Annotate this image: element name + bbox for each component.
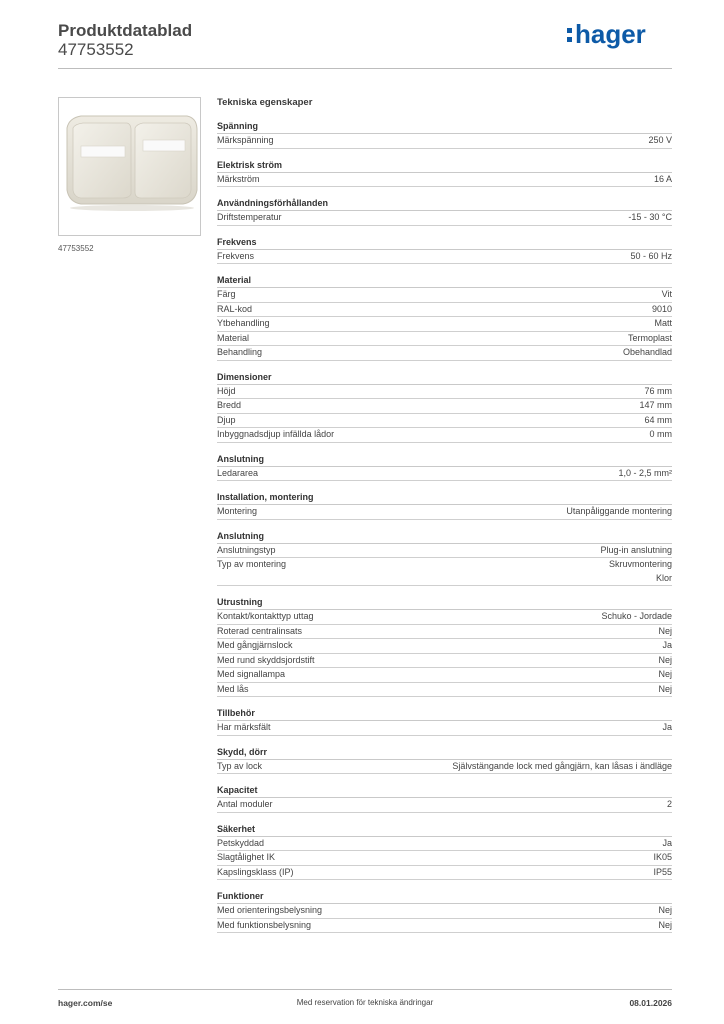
spec-label: Material: [217, 332, 250, 343]
spec-group: [217, 159, 672, 188]
spec-value: 1,0 - 2,5 mm²: [618, 467, 672, 478]
spec-label: Med orienteringsbelysning: [217, 905, 323, 915]
spec-group-title: Utrustning: [217, 596, 672, 610]
image-caption: 47753552: [58, 244, 94, 253]
spec-value: Skruvmontering Klor: [608, 559, 672, 583]
spec-value: Nej: [658, 669, 672, 679]
spec-value: Nej: [658, 654, 672, 665]
spec-value: IP55: [653, 866, 672, 877]
spec-value: 2: [666, 799, 672, 809]
spec-group-title: Elektrisk ström: [217, 159, 672, 173]
spec-value: 147 mm: [639, 400, 672, 410]
spec-label: Antal moduler: [217, 799, 273, 809]
spec-label: Med gångjärnslock: [217, 640, 293, 650]
logo-text: hager: [575, 19, 646, 49]
spec-row: [217, 721, 672, 736]
spec-value: 250 V: [648, 135, 672, 145]
spec-label: Färg: [217, 289, 236, 299]
spec-row: [217, 558, 672, 586]
product-image: [58, 97, 201, 236]
spec-row: [217, 211, 672, 226]
spec-group-title: Säkerhet: [217, 823, 672, 837]
spec-row: [217, 639, 672, 654]
spec-group-title: Kapacitet: [217, 784, 672, 798]
footer-disclaimer: Med reservation för tekniska ändringar: [296, 998, 434, 1007]
spec-label: Slagtålighet IK: [217, 852, 276, 862]
spec-row: [217, 625, 672, 640]
spec-row: [217, 134, 672, 149]
spec-group-title: Funktioner: [217, 890, 672, 904]
spec-row: [217, 760, 672, 775]
spec-label: Roterad centralinsats: [217, 625, 303, 636]
spec-row: [217, 610, 672, 625]
spec-label: Inbyggnadsdjup infällda lådor: [217, 429, 335, 439]
spec-group-title: Frekvens: [217, 236, 672, 250]
spec-value: 50 - 60 Hz: [630, 250, 672, 261]
technical-specifications: [217, 96, 672, 933]
spec-row: [217, 250, 672, 265]
spec-row: [217, 467, 672, 482]
spec-row: [217, 173, 672, 188]
spec-value: IK05: [653, 852, 672, 862]
spec-value: 9010: [651, 303, 672, 314]
spec-row: [217, 346, 672, 361]
spec-row: [217, 317, 672, 332]
product-number: 47753552: [58, 40, 134, 59]
spec-group-title: Spänning: [217, 120, 672, 134]
spec-row: [217, 683, 672, 698]
spec-value: Ja: [662, 837, 672, 848]
spec-value: -15 - 30 °C: [628, 212, 672, 222]
spec-label: Med rund skyddsjordstift: [217, 654, 315, 665]
spec-value: Schuko - Jordade: [601, 611, 672, 621]
spec-row: [217, 505, 672, 520]
spec-group: [217, 530, 672, 587]
spec-row: [217, 866, 672, 881]
spec-row: [217, 919, 672, 934]
spec-label: Höjd: [217, 385, 236, 396]
spec-label: Djup: [217, 414, 236, 425]
double-socket-illustration: [59, 98, 200, 235]
spec-label: Behandling: [217, 347, 263, 357]
spec-value: 64 mm: [644, 414, 672, 425]
spec-group: [217, 823, 672, 881]
spec-group-title: Användningsförhållanden: [217, 197, 672, 211]
spec-row: [217, 399, 672, 414]
spec-row: [217, 544, 672, 559]
spec-group: [217, 197, 672, 226]
spec-group-title: Anslutning: [217, 530, 672, 544]
spec-row: [217, 428, 672, 443]
spec-group: [217, 784, 672, 813]
spec-row: [217, 332, 672, 347]
spec-group: [217, 371, 672, 443]
spec-row: [217, 851, 672, 866]
footer-divider: [58, 989, 672, 990]
spec-group: [217, 707, 672, 736]
spec-label: Märkspänning: [217, 135, 274, 145]
spec-row: [217, 385, 672, 400]
spec-value: Utanpåliggande montering: [566, 506, 672, 516]
spec-group: [217, 890, 672, 933]
spec-label: Kontakt/kontakttyp uttag: [217, 611, 314, 621]
footer-website[interactable]: hager.com/se: [58, 998, 113, 1008]
footer-date: 08.01.2026: [629, 998, 672, 1008]
spec-row: [217, 288, 672, 303]
spec-label: Märkström: [217, 173, 260, 184]
spec-label: Typ av montering: [217, 559, 287, 569]
spec-value: Ja: [662, 722, 672, 732]
document-header: [58, 22, 192, 60]
spec-label: Kapslingsklass (IP): [217, 866, 294, 877]
spec-group-title: Installation, montering: [217, 491, 672, 505]
spec-group-title: Tillbehör: [217, 707, 672, 721]
spec-value: Termoplast: [627, 332, 672, 343]
spec-heading: Tekniska egenskaper: [217, 97, 313, 108]
spec-value: 16 A: [653, 173, 672, 184]
spec-row: [217, 798, 672, 813]
spec-row: [217, 668, 672, 683]
spec-group: [217, 746, 672, 775]
document-title: Produktdatablad: [58, 21, 193, 40]
spec-group-title: Dimensioner: [217, 371, 672, 385]
spec-group-title: Anslutning: [217, 453, 672, 467]
spec-label: Bredd: [217, 400, 242, 410]
spec-label: Petskyddad: [217, 837, 265, 848]
spec-label: Anslutningstyp: [217, 544, 276, 555]
spec-label: Montering: [217, 506, 258, 516]
spec-value: Obehandlad: [622, 347, 672, 357]
spec-value: Matt: [654, 318, 672, 328]
spec-row: [217, 904, 672, 919]
spec-value: 0 mm: [649, 429, 672, 439]
spec-row: [217, 303, 672, 318]
spec-label: Driftstemperatur: [217, 212, 282, 222]
spec-group-title: Skydd, dörr: [217, 746, 672, 760]
hager-logo: [566, 16, 662, 52]
spec-label: Typ av lock: [217, 760, 263, 771]
spec-group-title: Material: [217, 274, 672, 288]
spec-value: Nej: [658, 683, 672, 694]
spec-row: [217, 654, 672, 669]
spec-value: Vit: [661, 289, 672, 299]
spec-group: [217, 596, 672, 697]
header-divider: [58, 68, 672, 69]
spec-group: [217, 236, 672, 265]
spec-label: RAL-kod: [217, 303, 253, 314]
spec-label: Med signallampa: [217, 669, 286, 679]
spec-value: 76 mm: [644, 385, 672, 396]
spec-value: Självstängande lock med gångjärn, kan låsas i ändläge: [452, 760, 672, 771]
spec-group: [217, 453, 672, 482]
spec-row: [217, 414, 672, 429]
spec-value: Plug-in anslutning: [600, 544, 672, 555]
spec-value: Nej: [658, 625, 672, 636]
spec-label: Frekvens: [217, 250, 255, 261]
spec-group: [217, 274, 672, 361]
spec-group: [217, 491, 672, 520]
spec-value: Nej: [658, 905, 672, 915]
spec-value: Nej: [658, 919, 672, 930]
spec-label: Ledararea: [217, 467, 259, 478]
spec-label: Har märksfält: [217, 722, 271, 732]
spec-label: Med funktionsbelysning: [217, 919, 312, 930]
spec-group: [217, 120, 672, 149]
spec-label: Ytbehandling: [217, 318, 270, 328]
spec-label: Med lås: [217, 683, 249, 694]
spec-value: Ja: [662, 640, 672, 650]
spec-row: [217, 837, 672, 852]
